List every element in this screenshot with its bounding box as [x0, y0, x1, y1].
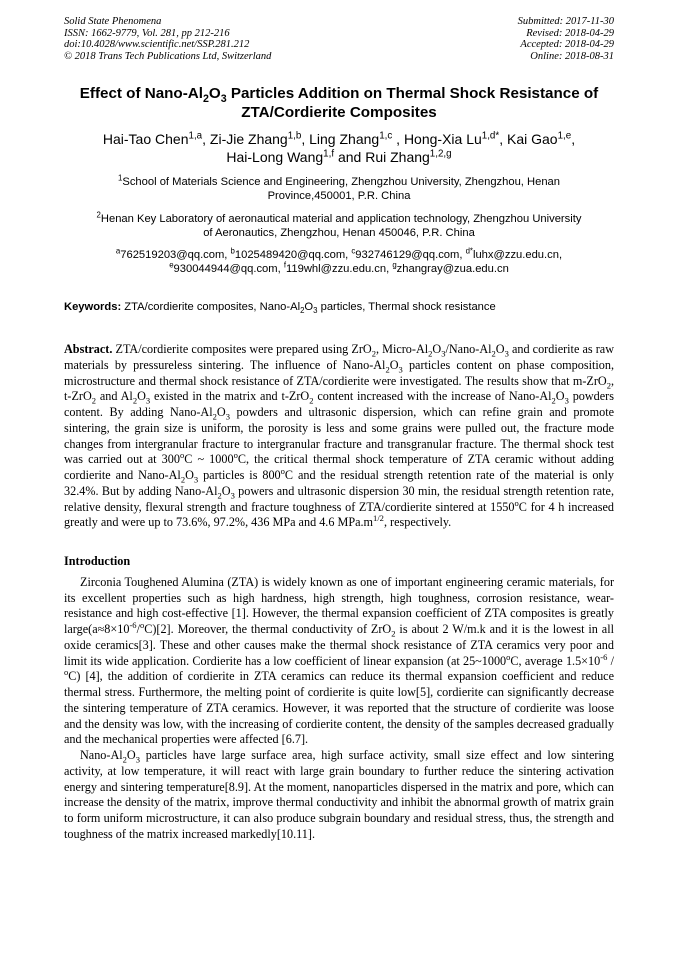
author: Zi-Jie Zhang [209, 131, 288, 147]
affiliation-1: $^1$School of Materials Science and Engineering, Zhengzhou University, Zhengzhou, Henan Province,450001, P.R. China [118, 173, 560, 202]
author-list [64, 130, 614, 166]
email: zhangray@zua.edu.cn [396, 263, 509, 275]
author: Hai-Tao Chen [102, 131, 189, 147]
email-line-1: $^a$762519203@qq.com, $^b$1025489420@qq.com, $^c$932746129@qq.com, $^{d*}$luhx@zzu.edu.cn, [115, 246, 563, 261]
paper-title [64, 84, 614, 122]
paragraph: Zirconia Toughened Alumina (ZTA) is widely known as one of important engineering ceramic materials, for its excellent properties such as high hardness, high strength, high toughness, corrosion resistance, wear-resistance and high cost-effective [1]. However, the thermal expansion coefficient of ZTA composites is greatly $large(a\approx 8\times 10^{-6}/^oC)[2]$. Moreover, the thermal conductivity of ZrO$_2$ is about 2 W/m.k and it is the lowest in all oxide ceramics[3]. These and other causes make the thermal shock resistance of ZTA ceramics very poor and limit its wide application. Cordierite has a low coefficient of linear expansion (at 25~1000$^o$C, average $1.5\times 10^{-6} / ^oC$) [4], the addition of cordierite in ZTA ceramics can reduce its thermal expansion coefficient and reduce thermal stress. Furthermore, the melting point of cordierite is quite low[5], cordierite can significantly decrease the sintering temperature of ZTA ceramics. However, it was reported that the structure of cordierite was loose and the density was low, with the increasing of cordierite content, the density of the samples decreased gradually and the mechanical properties were affected [6.7]. [64, 574, 614, 747]
section-title: Introduction [64, 554, 131, 568]
email-line-2: $^e$930044944@qq.com, $^f$119whl@zzu.edu.cn, $^g$zhangray@zua.edu.cn [169, 260, 509, 275]
author: Hong-Xia Lu [403, 131, 482, 147]
abstract-text: ZTA/cordierite composites were prepared using ZrO$_2$, Micro-$Al_2O_3/Nano-Al_2O_3$ and cordierite as raw materials by pressureless sintering. The influence of Nano-$Al_2O_3$ particles content on phase composition, microstructure and thermal shock resistance of ZTA/cordierite were investigated. The results show that m-ZrO$_2$, t-ZrO$_2$ and $Al_2O_3$ existed in the matrix and t-ZrO$_2$ content increased with the increase of Nano-$Al_2O_3$ powders content. By adding Nano-$Al_2O_3$ powders and ultrasonic dispersion, which can refine grain and promote sintering, the grain size is uniform, the porosity is less and some grains were pulled out, the fracture mode changes from intergranular fracture to intergranular fracture and transgranular fracture. The thermal shock test was carried out at 300$^o$C ~ 1000$^o$C, the critical thermal shock temperature of ZTA ceramic without adding cordierite and Nano-$Al_2O_3$ particles is 800$^o$C and the residual strength retention rate of the material is only 32.4%. But by adding Nano-$Al_2O_3$ powers and ultrasonic dispersion 30 min, the residual strength retention rate, relative density, flexural strength and fracture toughness of ZTA/cordierite sintered at 1550$^o$C for 4 h increased greatly and were up to 73.6%, 97.2%, 436 MPa and 4.6 $MPa.m^{1/2}$, respectively. [64, 342, 615, 530]
journal-header [64, 16, 614, 62]
author: Ling Zhang [309, 131, 380, 147]
email: 930044944@qq.com, [173, 263, 284, 275]
online-date: Online: 2018-08-31 [530, 50, 614, 62]
author: Rui Zhang [365, 149, 430, 165]
email: 1025489420@qq.com, [234, 249, 352, 261]
author-line-2: Hai-Long Wang$^{1,f}$ and Rui Zhang$^{1,2,g}$ [226, 148, 452, 165]
header-left [64, 16, 271, 62]
submitted-date: Submitted: 2017-11-30 [517, 16, 614, 27]
doi: doi:10.4028/www.scientific.net/SSP.281.212 [64, 39, 250, 50]
issn: ISSN: 1662-9779, Vol. 281, pp 212-216 [64, 27, 230, 39]
copyright: © 2018 Trans Tech Publications Ltd, Switzerland [64, 50, 272, 62]
author: Kai Gao [506, 131, 558, 147]
paragraph: Nano-$Al_2O_3$ particles have large surface area, high surface activity, small size effect and low sintering activity, at low temperature, it will react with large grain boundary to further reduce the sintering activation energy and sintering temperature[8.9]. At the moment, nanoparticles dispersed in the matrix and pore, which can increase the density of the matrix, improve thermal conductivity and inhibit the abnormal growth of matrix grain to form uniform microstructure, it can also produce subgrain boundary and residual stress, thus, the strength and toughness of the matrix increased markedly[10.11]. [64, 748, 614, 841]
email: 119whl@zzu.edu.cn, [286, 263, 393, 275]
author-line-1: Hai-Tao Chen$^{1,a}$, Zi-Jie Zhang$^{1,b}$, Ling Zhang$^{1,c}$ , Hong-Xia $Lu^{1,d*}$, Kai Gao$^{1,e}$, [102, 130, 576, 147]
revised-date: Revised: 2018-04-29 [526, 27, 614, 39]
abstract-label: Abstract. [64, 342, 113, 356]
author: Hai-Long Wang [226, 149, 324, 165]
abstract [64, 342, 614, 531]
title-line-2: ZTA/Cordierite Composites [241, 104, 437, 121]
affiliation-2: $^2$Henan Key Laboratory of aeronautical material and application technology, Zhengzhou University of Aeronautics, Zhengzhou, Henan 450046, P.R. China [96, 210, 582, 239]
author-emails [64, 248, 614, 276]
email: luhx@zzu.edu.cn, [472, 249, 563, 261]
accepted-date: Accepted: 2018-04-29 [520, 39, 614, 50]
email: 932746129@qq.com, [355, 249, 466, 261]
header-right [518, 16, 614, 62]
keywords-label: Keywords: [64, 301, 122, 313]
journal-name: Solid State Phenomena [64, 16, 162, 27]
keywords: Keywords: ZTA/cordierite composites, Nano-$Al_2O_3$ particles, Thermal shock resistance [64, 301, 496, 316]
title-line-1: Effect of Nano-$Al_2O_3$ Particles Addition on Thermal Shock Resistance of [79, 85, 599, 106]
email: 762519203@qq.com, [120, 249, 231, 261]
